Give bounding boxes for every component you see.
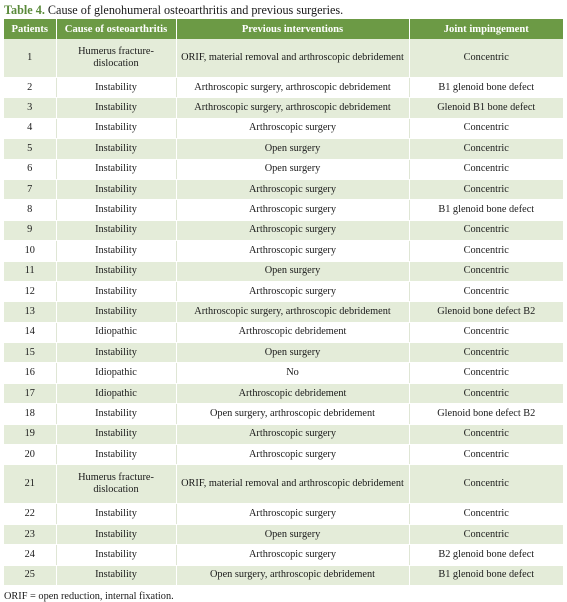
cell-impingement: Concentric (409, 159, 563, 179)
cell-patient: 11 (4, 261, 56, 281)
table-caption (4, 0, 563, 19)
table-row (4, 179, 563, 199)
cell-impingement: Concentric (409, 322, 563, 342)
table-header (4, 19, 563, 39)
cell-impingement: Concentric (409, 343, 563, 363)
cell-patient: 18 (4, 404, 56, 424)
header-patients: Patients (4, 19, 56, 39)
cell-interventions: Open surgery (176, 261, 409, 281)
cell-impingement: Concentric (409, 363, 563, 383)
cell-patient: 15 (4, 343, 56, 363)
table-row (4, 220, 563, 240)
cell-interventions: Open surgery (176, 524, 409, 544)
cell-interventions: Open surgery, arthroscopic debridement (176, 565, 409, 585)
cell-patient: 9 (4, 220, 56, 240)
cell-impingement: B1 glenoid bone defect (409, 78, 563, 98)
cell-interventions: Arthroscopic surgery (176, 118, 409, 138)
cell-cause: Instability (56, 281, 176, 301)
cell-interventions: Arthroscopic surgery, arthroscopic debridement (176, 78, 409, 98)
cell-patient: 7 (4, 179, 56, 199)
cell-cause: Instability (56, 159, 176, 179)
cell-cause: Instability (56, 424, 176, 444)
cell-patient: 14 (4, 322, 56, 342)
header-row (4, 19, 563, 39)
cell-cause: Idiopathic (56, 383, 176, 403)
cell-patient: 10 (4, 241, 56, 261)
table-row (4, 98, 563, 118)
header-impingement: Joint impingement (409, 19, 563, 39)
cell-impingement: Concentric (409, 220, 563, 240)
header-interventions: Previous interventions (176, 19, 409, 39)
cell-impingement: B1 glenoid bone defect (409, 565, 563, 585)
cell-cause: Instability (56, 139, 176, 159)
cell-interventions: Open surgery (176, 159, 409, 179)
cell-impingement: Concentric (409, 261, 563, 281)
cell-cause: Instability (56, 78, 176, 98)
cell-cause: Instability (56, 261, 176, 281)
cell-interventions: Open surgery (176, 343, 409, 363)
table-row (4, 118, 563, 138)
cell-impingement: Glenoid bone defect B2 (409, 302, 563, 322)
cell-impingement: Glenoid B1 bone defect (409, 98, 563, 118)
cell-impingement: Concentric (409, 39, 563, 78)
table-row (4, 139, 563, 159)
table-row (4, 465, 563, 504)
cell-patient: 6 (4, 159, 56, 179)
cell-impingement: Glenoid bone defect B2 (409, 404, 563, 424)
cell-cause: Instability (56, 565, 176, 585)
table-row (4, 78, 563, 98)
cell-patient: 4 (4, 118, 56, 138)
cell-cause: Idiopathic (56, 322, 176, 342)
cell-impingement: Concentric (409, 504, 563, 524)
cell-interventions: Arthroscopic surgery (176, 200, 409, 220)
cell-interventions: Arthroscopic surgery (176, 545, 409, 565)
table-row (4, 343, 563, 363)
cell-cause: Instability (56, 118, 176, 138)
table-footnote: ORIF = open reduction, internal fixation. (4, 590, 174, 602)
cell-impingement: B1 glenoid bone defect (409, 200, 563, 220)
cell-cause: Instability (56, 200, 176, 220)
cell-patient: 17 (4, 383, 56, 403)
table-row (4, 159, 563, 179)
table-row (4, 281, 563, 301)
cell-interventions: Arthroscopic debridement (176, 322, 409, 342)
cell-interventions: Arthroscopic surgery, arthroscopic debridement (176, 98, 409, 118)
cell-impingement: Concentric (409, 179, 563, 199)
cell-interventions: No (176, 363, 409, 383)
cell-interventions: Arthroscopic surgery (176, 281, 409, 301)
cell-patient: 22 (4, 504, 56, 524)
cell-patient: 23 (4, 524, 56, 544)
table-body (4, 39, 563, 585)
cell-patient: 20 (4, 445, 56, 465)
table-row (4, 39, 563, 78)
table-row (4, 383, 563, 403)
cell-patient: 8 (4, 200, 56, 220)
cell-interventions: Arthroscopic surgery (176, 220, 409, 240)
cell-cause: Instability (56, 302, 176, 322)
cell-patient: 2 (4, 78, 56, 98)
table-row (4, 241, 563, 261)
cell-patient: 19 (4, 424, 56, 444)
cell-impingement: Concentric (409, 524, 563, 544)
header-cause: Cause of osteoarthritis (56, 19, 176, 39)
cell-patient: 1 (4, 39, 56, 78)
table-row (4, 200, 563, 220)
cell-cause: Instability (56, 343, 176, 363)
cell-patient: 24 (4, 545, 56, 565)
cell-interventions: Open surgery, arthroscopic debridement (176, 404, 409, 424)
cell-impingement: Concentric (409, 118, 563, 138)
cell-impingement: Concentric (409, 139, 563, 159)
cell-patient: 12 (4, 281, 56, 301)
cell-cause: Instability (56, 404, 176, 424)
table-row (4, 565, 563, 585)
table-container (4, 0, 563, 602)
cell-cause: Instability (56, 445, 176, 465)
cell-interventions: Arthroscopic surgery, arthroscopic debridement (176, 302, 409, 322)
cell-impingement: Concentric (409, 281, 563, 301)
table-row (4, 363, 563, 383)
table-row (4, 261, 563, 281)
cell-cause: Instability (56, 220, 176, 240)
table-row (4, 504, 563, 524)
cell-patient: 3 (4, 98, 56, 118)
table-row (4, 445, 563, 465)
cell-impingement: Concentric (409, 465, 563, 504)
cell-interventions: ORIF, material removal and arthroscopic debridement (176, 465, 409, 504)
cell-cause: Instability (56, 524, 176, 544)
cell-cause: Idiopathic (56, 363, 176, 383)
cell-cause: Instability (56, 545, 176, 565)
cell-cause: Instability (56, 98, 176, 118)
cell-patient: 16 (4, 363, 56, 383)
cell-impingement: Concentric (409, 445, 563, 465)
cell-impingement: Concentric (409, 424, 563, 444)
cell-cause: Instability (56, 179, 176, 199)
table-row (4, 424, 563, 444)
cell-impingement: Concentric (409, 383, 563, 403)
table-row (4, 545, 563, 565)
cell-cause: Instability (56, 241, 176, 261)
cell-interventions: Arthroscopic surgery (176, 424, 409, 444)
cell-interventions: Arthroscopic debridement (176, 383, 409, 403)
surgeries-table (4, 19, 563, 586)
cell-interventions: Open surgery (176, 139, 409, 159)
table-row (4, 322, 563, 342)
cell-interventions: Arthroscopic surgery (176, 445, 409, 465)
cell-impingement: Concentric (409, 241, 563, 261)
cell-impingement: B2 glenoid bone defect (409, 545, 563, 565)
table-row (4, 404, 563, 424)
cell-patient: 13 (4, 302, 56, 322)
table-row (4, 524, 563, 544)
caption-text: Cause of glenohumeral osteoarthritis and previous surgeries. (47, 3, 344, 17)
cell-patient: 25 (4, 565, 56, 585)
table-row (4, 302, 563, 322)
caption-label: Table 4. (4, 3, 45, 17)
cell-patient: 5 (4, 139, 56, 159)
cell-cause: Instability (56, 504, 176, 524)
cell-cause: Humerus fracture-dislocation (56, 465, 176, 504)
cell-interventions: Arthroscopic surgery (176, 504, 409, 524)
cell-interventions: Arthroscopic surgery (176, 241, 409, 261)
cell-interventions: Arthroscopic surgery (176, 179, 409, 199)
cell-cause: Humerus fracture-dislocation (56, 39, 176, 78)
cell-interventions: ORIF, material removal and arthroscopic debridement (176, 39, 409, 78)
cell-patient: 21 (4, 465, 56, 504)
